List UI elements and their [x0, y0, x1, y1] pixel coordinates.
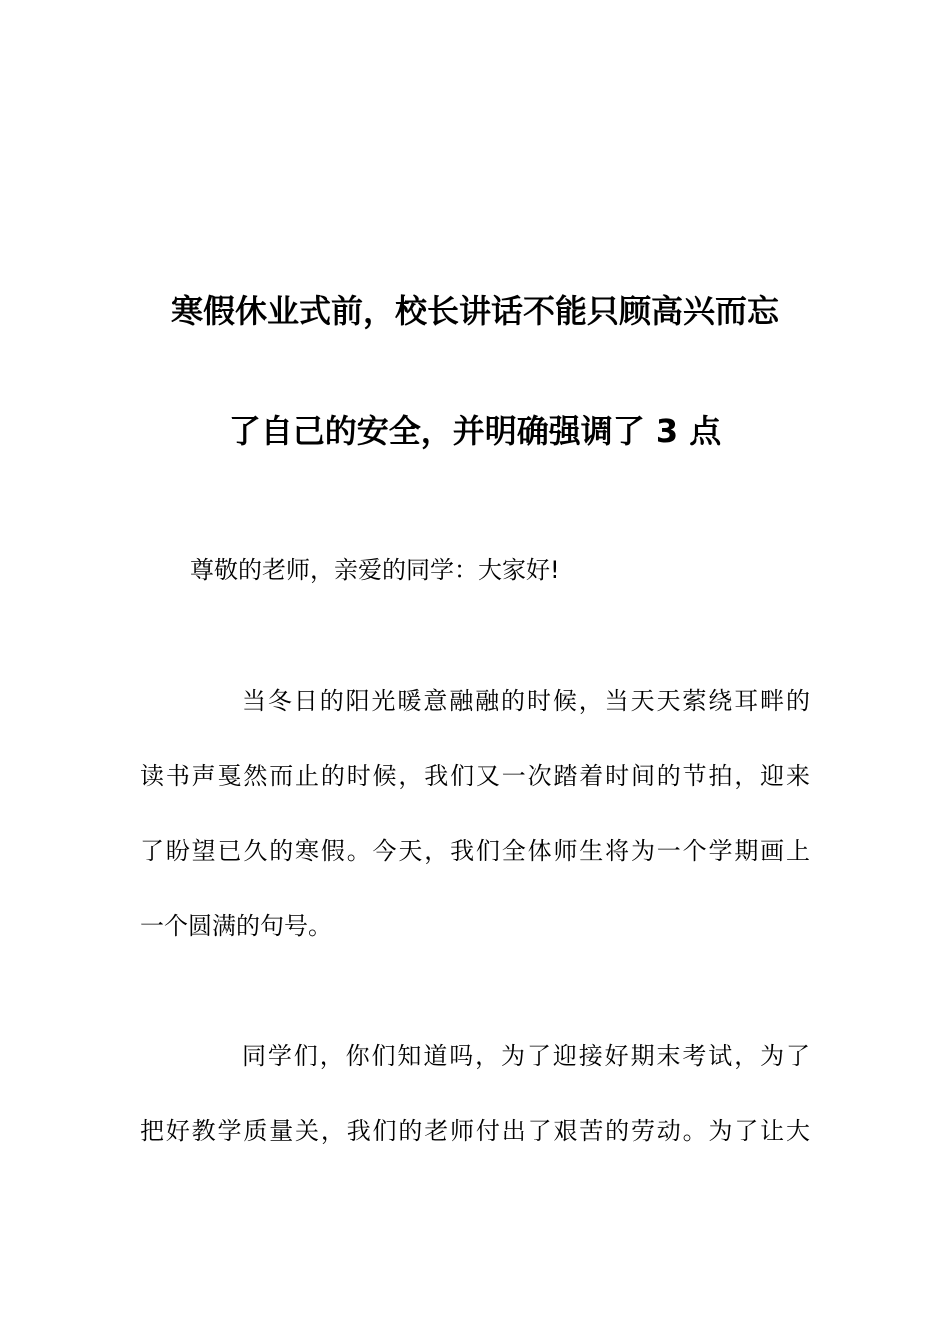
greeting: 尊敬的老师，亲爱的同学：大家好! [190, 556, 560, 584]
paragraph-1-line-4: 一个圆满的句号。 [140, 912, 332, 940]
document-title-line-1: 寒假休业式前，校长讲话不能只顾高兴而忘 [170, 292, 779, 330]
paragraph-1-line-1: 当冬日的阳光暖意融融的时候，当天天萦绕耳畔的 [242, 687, 810, 715]
paragraph-1-line-2: 读书声戛然而止的时候，我们又一次踏着时间的节拍，迎来 [140, 762, 810, 790]
paragraph-2-line-1: 同学们，你们知道吗，为了迎接好期末考试，为了 [242, 1042, 810, 1070]
paragraph-1-line-3: 了盼望已久的寒假。今天，我们全体师生将为一个学期画上 [140, 837, 810, 865]
document-title-line-2: 了自己的安全，并明确强调了 3 点 [228, 412, 722, 450]
paragraph-2-line-2: 把好教学质量关，我们的老师付出了艰苦的劳动。为了让大 [140, 1117, 810, 1145]
